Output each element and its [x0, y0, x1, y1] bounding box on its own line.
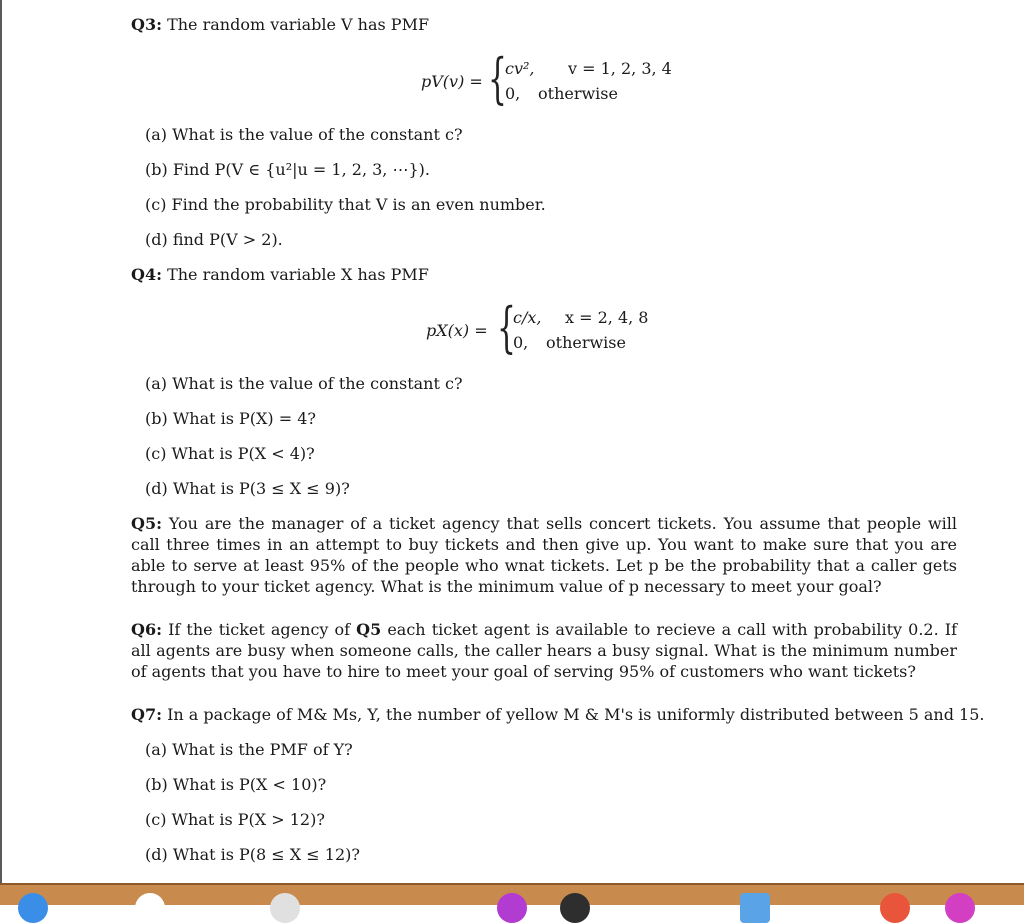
dock-app-icon[interactable] [945, 893, 975, 923]
dock-app-icon[interactable] [497, 893, 527, 923]
q5-paragraph [131, 513, 957, 597]
q4-pmf-lhs: pX(x) = [426, 321, 488, 340]
q4-part-b: (b) What is P(X) = 4? [145, 409, 317, 428]
q6-label: Q6: [131, 620, 162, 639]
q7-part-c: (c) What is P(X > 12)? [145, 810, 325, 829]
q4-case2-cond: otherwise [546, 333, 626, 352]
q7-intro: In a package of M& Ms, Y, the number of yellow M & M's is uniformly distributed between 5 and 15. [161, 705, 985, 724]
q7-part-b: (b) What is P(X < 10)? [145, 775, 327, 794]
q3-intro: The random variable V has PMF [161, 15, 430, 34]
q7-heading [131, 704, 985, 725]
q4-part-d: (d) What is P(3 ≤ X ≤ 9)? [145, 479, 350, 498]
q4-label: Q4: [131, 265, 162, 284]
q4-part-c: (c) What is P(X < 4)? [145, 444, 315, 463]
q3-pmf-lhs: pV(v) = [421, 72, 483, 91]
q7-label: Q7: [131, 705, 162, 724]
q4-brace: { [497, 296, 516, 359]
q4-case1-expr: c/x, [513, 308, 542, 327]
q4-part-a: (a) What is the value of the constant c? [145, 374, 463, 393]
q3-case2-expr: 0, [505, 84, 521, 103]
dock-app-icon[interactable] [18, 893, 48, 923]
q5-label: Q5: [131, 514, 162, 533]
dock-app-icon[interactable] [880, 893, 910, 923]
q3-case1-expr: cv², [505, 59, 535, 78]
q3-part-c: (c) Find the probability that V is an even number. [145, 195, 546, 214]
q4-case2-expr: 0, [513, 333, 529, 352]
dock-app-icon[interactable] [740, 893, 770, 923]
q6-paragraph [131, 619, 957, 682]
q6-text-pre: If the ticket agency of [161, 620, 357, 639]
q3-heading [131, 14, 429, 35]
q3-part-d: (d) find P(V > 2). [145, 230, 283, 249]
dock-app-icon[interactable] [560, 893, 590, 923]
q3-case1-cond: v = 1, 2, 3, 4 [568, 59, 672, 78]
q5-text: You are the manager of a ticket agency that sells concert tickets. You assume that people will call three times in an attempt to buy tickets and then give up. You want to make sure that you are able to serve at least 95% of the people who wnat tickets. Let p be the probability that a caller gets through to your ticket agency. What is the minimum value of p necessary to meet your goal? [131, 514, 957, 596]
q3-part-a: (a) What is the value of the constant c? [145, 125, 463, 144]
q6-text-post: each ticket agent is available to recieve a call with probability 0.2. If all agents are busy when someone calls, the caller hears a busy signal. What is the minimum number of agents that you have to hire to meet your goal of serving 95% of customers who want tickets? [131, 620, 958, 681]
q6-ref: Q5 [356, 620, 382, 639]
q3-part-b: (b) Find P(V ∈ {u²|u = 1, 2, 3, ⋯}). [145, 160, 430, 179]
q4-case1-cond: x = 2, 4, 8 [565, 308, 649, 327]
q7-part-a: (a) What is the PMF of Y? [145, 740, 353, 759]
q4-intro: The random variable X has PMF [161, 265, 429, 284]
q7-part-d: (d) What is P(8 ≤ X ≤ 12)? [145, 845, 360, 864]
q3-brace: { [488, 47, 507, 110]
q4-heading [131, 264, 429, 285]
q3-case2-cond: otherwise [538, 84, 618, 103]
dock-app-icon[interactable] [270, 893, 300, 923]
dock-app-icon[interactable] [135, 893, 165, 923]
q3-label: Q3: [131, 15, 162, 34]
